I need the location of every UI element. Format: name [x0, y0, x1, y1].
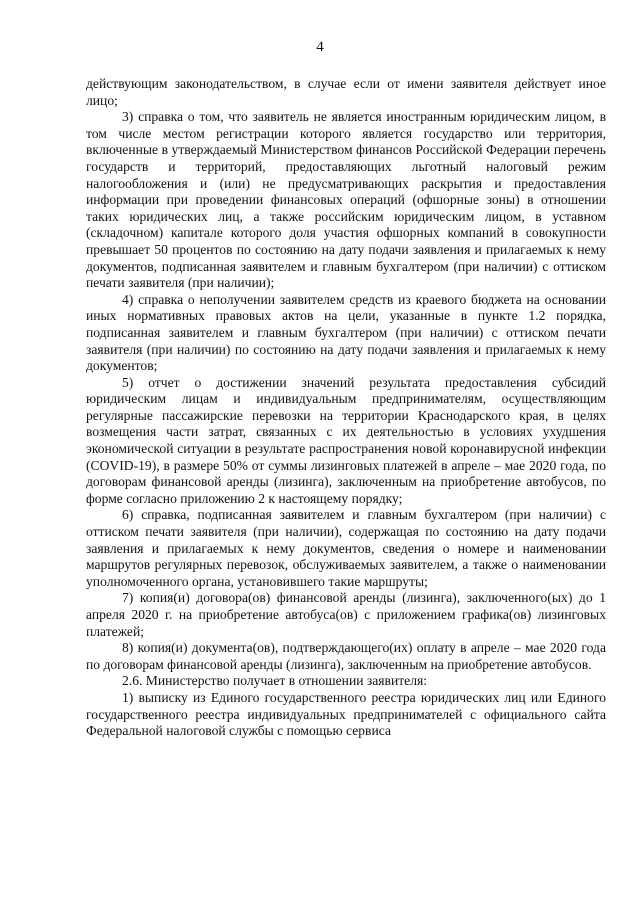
paragraph-clause-2-6-item-1: 1) выписку из Единого государственного реестра юридических лиц или Единого государственного реестра индивидуальных предпринимателей с официального сайта Федеральной налоговой службы с помощью сервиса [86, 689, 606, 739]
document-body [86, 76, 606, 740]
paragraph-item-3: 3) справка о том, что заявитель не является иностранным юридическим лицом, в том числе местом регистрации которого является государство или территория, включенные в утверждаемый Министерством финансов Российской Федерации перечень государств и территорий, предоставляющих льготный налоговый режим налогообложения и (или) не предусматривающих раскрытия и предоставления информации при проведении финансовых операций (офшорные зоны) в отношении таких юридических лиц, а также российским юридическим лицом, в уставном (складочном) капитале которого доля участия офшорных компаний в совокупности превышает 50 процентов по состоянию на дату подачи заявления и прилагаемых к нему документов, подписанная заявителем и главным бухгалтером (при наличии) с оттиском печати заявителя (при наличии); [86, 109, 606, 291]
paragraph-item-6: 6) справка, подписанная заявителем и главным бухгалтером (при наличии) с оттиском печати заявителя (при наличии), содержащая по состоянию на дату подачи заявления и прилагаемых к нему документов, сведения о номере и наименовании маршрутов регулярных перевозок, обслуживаемых заявителем, а также о наименовании уполномоченного органа, установившего такие маршруты; [86, 507, 606, 589]
paragraph-item-4: 4) справка о неполучении заявителем средств из краевого бюджета на основании иных нормативных правовых актов на цели, указанные в пункте 1.2 порядка, подписанная заявителем и главным бухгалтером (при наличии) с оттиском печати заявителя (при наличии) по состоянию на дату подачи заявления и прилагаемых к нему документов; [86, 291, 606, 374]
paragraph-clause-2-6: 2.6. Министерство получает в отношении заявителя: [122, 673, 428, 689]
paragraph-item-8: 8) копия(и) документа(ов), подтверждающего(их) оплату в апреле – мае 2020 года по договорам финансовой аренды (лизинга), заключенным на приобретение автобусов. [86, 640, 606, 672]
paragraph-item-5: 5) отчет о достижении значений результата предоставления субсидий юридическим лицам и индивидуальным предпринимателям, осуществляющим регулярные пассажирские перевозки на территории Краснодарского края, в целях возмещения части затрат, связанных с их деятельностью в условиях ухудшения экономической ситуации в результате распространения новой коронавирусной инфекции (COVID-19), в размере 50% от суммы лизинговых платежей в апреле – мае 2020 года, по договорам финансовой аренды (лизинга), заключенным на приобретение автобусов, по форме согласно приложению 2 к настоящему порядку; [86, 374, 606, 506]
page-number: 4 [316, 39, 324, 55]
paragraph-item-7: 7) копия(и) договора(ов) финансовой аренды (лизинга), заключенного(ых) до 1 апреля 2020 г. на приобретение автобуса(ов) с приложением графика(ов) лизинговых платежей; [86, 590, 606, 639]
paragraph-continuation: действующим законодательством, в случае если от имени заявителя действует иное лицо; [86, 76, 606, 108]
